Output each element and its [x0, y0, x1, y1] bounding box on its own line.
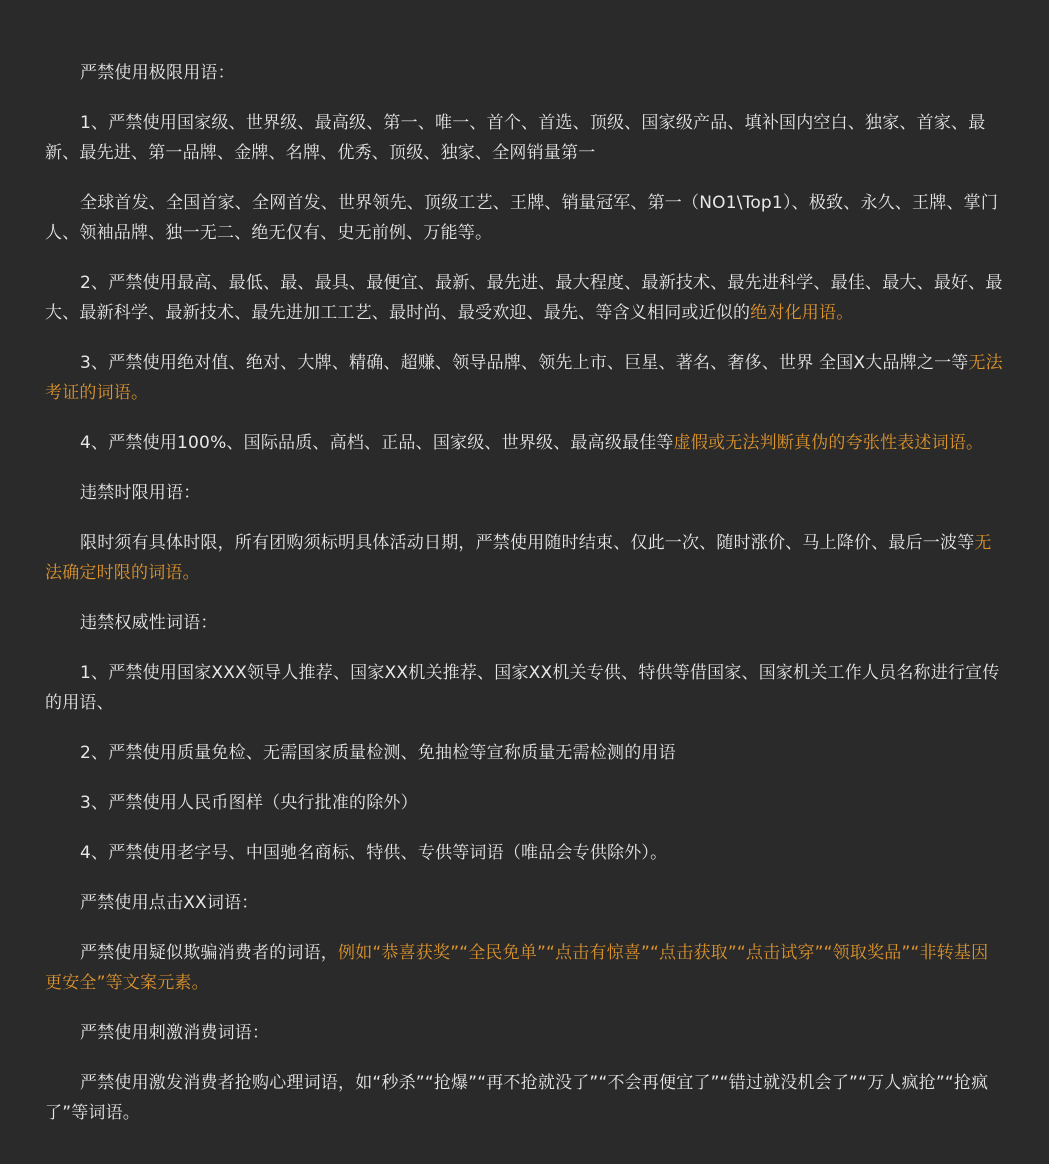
- authority-item-2: 2、严禁使用质量免检、无需国家质量检测、免抽检等宣称质量无需检测的用语: [80, 743, 676, 763]
- click-terms-text: [45, 938, 1005, 998]
- extreme-terms-item-1-continued: 全球首发、全国首家、全网首发、世界领先、顶级工艺、王牌、销量冠军、第一（NO1\Top1）、极致、永久、王牌、掌门人、领袖品牌、独一无二、绝无仅有、史无前例、万能等。: [45, 193, 999, 243]
- extreme-terms-item-3-text: 3、严禁使用绝对值、绝对、大牌、精确、超赚、领导品牌、领先上市、巨星、著名、奢侈、世界 全国X大品牌之一等: [80, 353, 969, 373]
- extreme-terms-item-4-end: 。: [966, 433, 984, 453]
- time-limit-text: [45, 528, 1005, 588]
- extreme-terms-item-4-text: 4、严禁使用100%、国际品质、高档、正品、国家级、世界级、最高级最佳等: [80, 433, 674, 453]
- authority-heading: 违禁权威性词语：: [80, 613, 218, 633]
- extreme-terms-item-2: [45, 268, 1005, 328]
- extreme-terms-item-3: [45, 348, 1005, 408]
- authority-item-4: 4、严禁使用老字号、中国驰名商标、特供、专供等词语（唯品会专供除外）。: [80, 843, 668, 863]
- time-limit-heading: 违禁时限用语：: [80, 483, 201, 503]
- extreme-terms-item-2-text: 2、严禁使用最高、最低、最、最具、最便宜、最新、最先进、最大程度、最新技术、最先进科学、最佳、最大、最好、最大、最新科学、最新技术、最先进加工工艺、最时尚、最受欢迎、最先、等含义相同或近似的: [45, 273, 1003, 323]
- extreme-terms-item-1: 1、严禁使用国家级、世界级、最高级、第一、唯一、首个、首选、顶级、国家级产品、填补国内空白、独家、首家、最新、最先进、第一品牌、金牌、名牌、优秀、顶级、独家、全网销量第一: [45, 113, 986, 163]
- extreme-terms-item-4-highlight: 虚假或无法判断真伪的夸张性表述词语: [673, 433, 967, 453]
- click-terms-body: 严禁使用疑似欺骗消费者的词语，: [80, 943, 338, 963]
- time-limit-body: 限时须有具体时限，所有团购须标明具体活动日期，严禁使用随时结束、仅此一次、随时涨价、马上降价、最后一波等: [80, 533, 975, 553]
- extreme-terms-heading: 严禁使用极限用语：: [80, 63, 235, 83]
- stimulate-terms-heading: 严禁使用刺激消费词语：: [80, 1023, 270, 1043]
- extreme-terms-item-4: [45, 428, 1005, 458]
- click-terms-highlight: 例如“恭喜获奖”“全民免单”“点击有惊喜”“点击获取”“点击试穿”“领取奖品”“非转基因更安全”等文案元素。: [45, 943, 989, 993]
- time-limit-highlight: 无法确定时限的词语。: [45, 533, 992, 583]
- click-terms-heading: 严禁使用点击XX词语：: [80, 893, 259, 913]
- extreme-terms-item-2-highlight: 绝对化用语。: [750, 303, 854, 323]
- extreme-terms-item-3-highlight: 无法考证的词语。: [45, 353, 1003, 403]
- authority-item-1: 1、严禁使用国家XXX领导人推荐、国家XX机关推荐、国家XX机关专供、特供等借国家、国家机关工作人员名称进行宣传的用语、: [45, 663, 1000, 713]
- stimulate-terms-text: 严禁使用激发消费者抢购心理词语，如“秒杀”“抢爆”“再不抢就没了”“不会再便宜了”“错过就没机会了”“万人疯抢”“抢疯了”等词语。: [45, 1073, 989, 1123]
- authority-item-3: 3、严禁使用人民币图样（央行批准的除外）: [80, 793, 418, 813]
